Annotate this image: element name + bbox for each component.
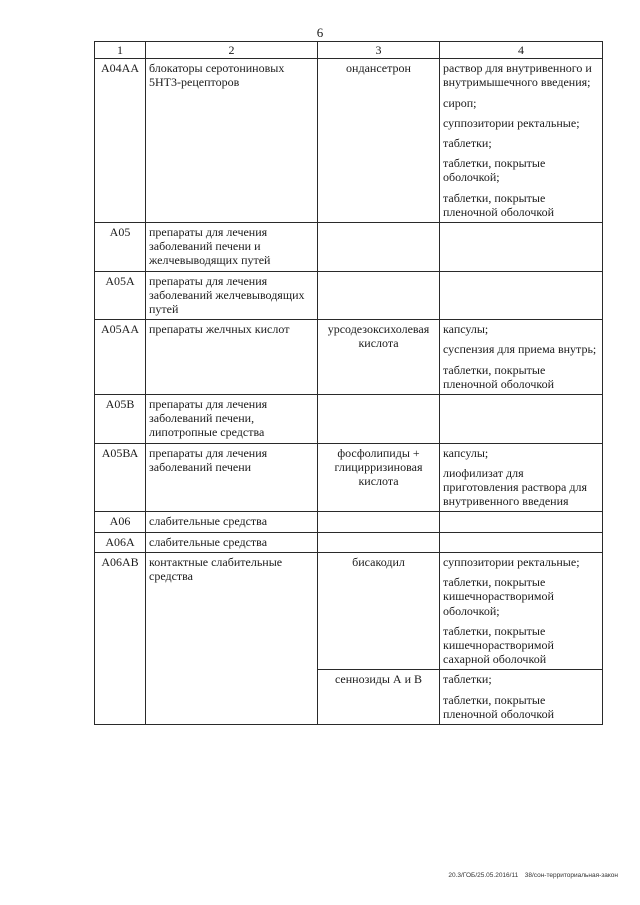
atc-code-cell: А05	[95, 223, 146, 272]
drug-name-cell: бисакодил	[318, 552, 440, 669]
dosage-form-item: таблетки;	[443, 672, 492, 687]
dosage-forms-cell	[440, 271, 603, 320]
dosage-form-item: суспензия для приема внутрь;	[443, 342, 597, 357]
drug-list-table	[94, 41, 603, 725]
atc-code-cell: А06АВ	[95, 552, 146, 724]
dosage-form-item: лиофилизат для приготовления раствора для внутривенного введения	[443, 465, 587, 509]
dosage-forms-cell	[440, 670, 603, 725]
dosage-form-item: таблетки, покрытые кишечнорастворимой сахарной оболочкой	[443, 623, 554, 667]
drug-name-cell: фосфолипиды + глицирризиновая кислота	[318, 443, 440, 512]
group-name-cell: препараты для лечения заболеваний желчевыводящих путей	[146, 271, 318, 320]
dosage-form-item: таблетки, покрытые пленочной оболочкой	[443, 692, 555, 721]
dosage-forms-cell	[440, 395, 603, 444]
drug-name-cell	[318, 395, 440, 444]
dosage-form-item: таблетки, покрытые оболочкой;	[443, 156, 546, 185]
table-row	[95, 59, 603, 223]
dosage-forms-cell	[440, 320, 603, 395]
table-row	[95, 512, 603, 532]
atc-code-cell: А05А	[95, 271, 146, 320]
atc-code-cell: А05ВА	[95, 443, 146, 512]
atc-code-cell: А04АА	[95, 59, 146, 223]
drug-name-cell	[318, 512, 440, 532]
dosage-form-item: капсулы;	[443, 445, 489, 460]
dosage-forms-cell	[440, 223, 603, 272]
dosage-form-item: капсулы;	[443, 322, 489, 337]
group-name-cell: препараты для лечения заболеваний печени, липотропные средства	[146, 395, 318, 444]
table-row	[95, 271, 603, 320]
table-body	[95, 59, 603, 725]
dosage-forms-cell	[440, 59, 603, 223]
table-row	[95, 443, 603, 512]
drug-name-cell	[318, 223, 440, 272]
dosage-forms-cell	[440, 443, 603, 512]
header-col-1: 1	[95, 42, 146, 59]
drug-name-cell: сеннозиды А и В	[318, 670, 440, 725]
group-name-cell: препараты для лечения заболеваний печени	[146, 443, 318, 512]
atc-code-cell: А06	[95, 512, 146, 532]
table-row	[95, 395, 603, 444]
header-col-3: 3	[318, 42, 440, 59]
dosage-form-item: таблетки, покрытые пленочной оболочкой	[443, 362, 555, 391]
drug-name-cell: урсодезоксихолевая кислота	[318, 320, 440, 395]
table-row	[95, 223, 603, 272]
dosage-form-item: сироп;	[443, 95, 477, 110]
group-name-cell: блокаторы серотониновых 5НТ3-рецепторов	[146, 59, 318, 223]
group-name-cell: контактные слабительные средства	[146, 552, 318, 724]
dosage-form-item: таблетки;	[443, 136, 492, 151]
dosage-forms-cell	[440, 532, 603, 552]
dosage-form-item: суппозитории ректальные;	[443, 554, 580, 569]
drug-name-cell: ондансетрон	[318, 59, 440, 223]
group-name-cell: препараты желчных кислот	[146, 320, 318, 395]
atc-code-cell: А06А	[95, 532, 146, 552]
dosage-form-item: суппозитории ректальные;	[443, 115, 580, 130]
table-row	[95, 320, 603, 395]
header-col-2: 2	[146, 42, 318, 59]
page-number: 6	[316, 25, 324, 40]
atc-code-cell: А05АА	[95, 320, 146, 395]
dosage-form-item: таблетки, покрытые пленочной оболочкой	[443, 190, 555, 219]
group-name-cell: препараты для лечения заболеваний печени и желчевыводящих путей	[146, 223, 318, 272]
header-col-4: 4	[440, 42, 603, 59]
table-row	[95, 552, 603, 669]
dosage-form-item: таблетки, покрытые кишечнорастворимой оболочкой;	[443, 575, 554, 618]
table-row	[95, 532, 603, 552]
group-name-cell: слабительные средства	[146, 532, 318, 552]
group-name-cell: слабительные средства	[146, 512, 318, 532]
table-header-row	[95, 42, 603, 59]
dosage-forms-cell	[440, 552, 603, 669]
footer-reference: 20.3/ГОБ/25.05.2016/11 38/сон-территориальная-закон	[448, 872, 618, 879]
dosage-form-item: раствор для внутривенного и внутримышечного введения;	[443, 61, 592, 90]
dosage-forms-cell	[440, 512, 603, 532]
drug-name-cell	[318, 532, 440, 552]
drug-name-cell	[318, 271, 440, 320]
atc-code-cell: А05В	[95, 395, 146, 444]
